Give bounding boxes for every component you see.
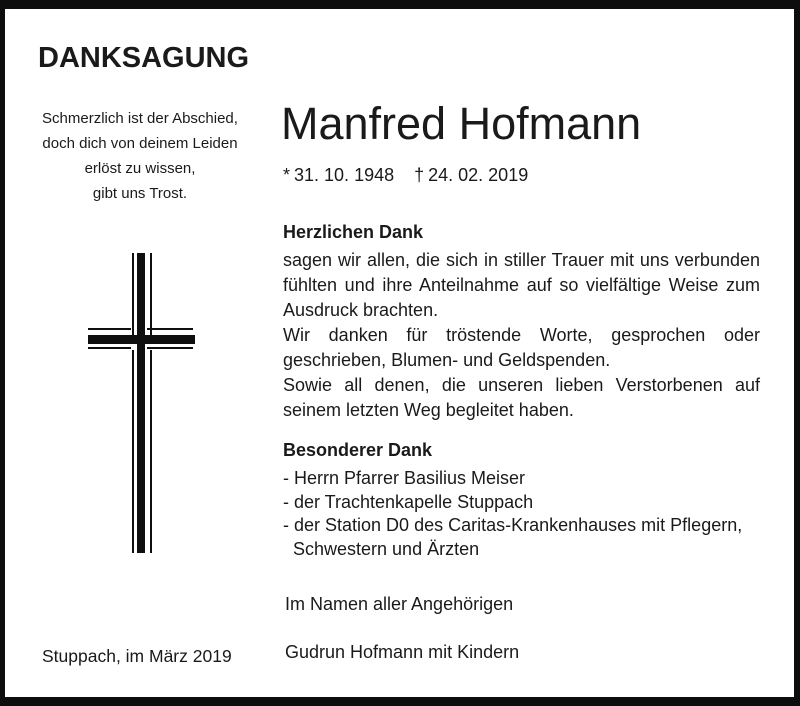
thanks-text: [283, 248, 760, 423]
special-thanks-item: - der Trachtenkapelle Stuppach: [283, 491, 534, 512]
birth-date: 31. 10. 1948: [294, 165, 395, 185]
verse-line: erlöst zu wissen,: [84, 160, 196, 177]
page-title: DANKSAGUNG: [38, 42, 250, 74]
thanks-text-line: Wir danken für tröstende Worte, gesprochen oder: [283, 325, 760, 345]
thanks-heading: Herzlichen Dank: [283, 222, 424, 242]
birth-symbol: *: [283, 165, 291, 185]
memorial-cross-icon: [88, 251, 195, 555]
verse-line: doch dich von deinem Leiden: [42, 135, 238, 152]
death-symbol: †: [414, 165, 425, 185]
special-thanks-list: [283, 467, 783, 561]
thanks-text-line: geschrieben, Blumen- und Geldspenden.: [283, 350, 611, 370]
verse-line: gibt uns Trost.: [92, 185, 188, 202]
deceased-name: Manfred Hofmann: [281, 98, 642, 149]
special-thanks-item: - Herrn Pfarrer Basilius Meiser: [283, 468, 526, 488]
verse-line: Schmerzlich ist der Abschied,: [42, 110, 238, 127]
signature: Gudrun Hofmann mit Kindern: [285, 642, 520, 662]
birth-date-group: [283, 165, 394, 185]
death-date-group: [414, 165, 528, 185]
thanks-text-line: Sowie all denen, die unseren lieben Verstorbenen auf: [283, 375, 760, 395]
place-date: Stuppach, im März 2019: [42, 646, 232, 666]
death-date: 24. 02. 2019: [428, 165, 529, 185]
thanks-text-line: seinem letzten Weg begleitet haben.: [283, 400, 574, 420]
special-thanks-item: - der Station D0 des Caritas-Krankenhauses mit Pflegern,: [283, 515, 743, 535]
closing-line: Im Namen aller Angehörigen: [285, 594, 514, 614]
thanks-text-line: sagen wir allen, die sich in stiller Trauer mit uns verbunden: [283, 250, 760, 270]
life-dates: [283, 163, 528, 188]
thanks-text-line: Ausdruck brachten.: [283, 300, 439, 320]
memorial-verse: [25, 106, 255, 206]
special-thanks-heading: Besonderer Dank: [283, 440, 433, 460]
thanks-text-line: fühlten und ihre Anteilnahme auf so vielfältige Weise zum: [283, 275, 760, 295]
special-thanks-item-continuation: Schwestern und Ärzten: [293, 538, 480, 559]
